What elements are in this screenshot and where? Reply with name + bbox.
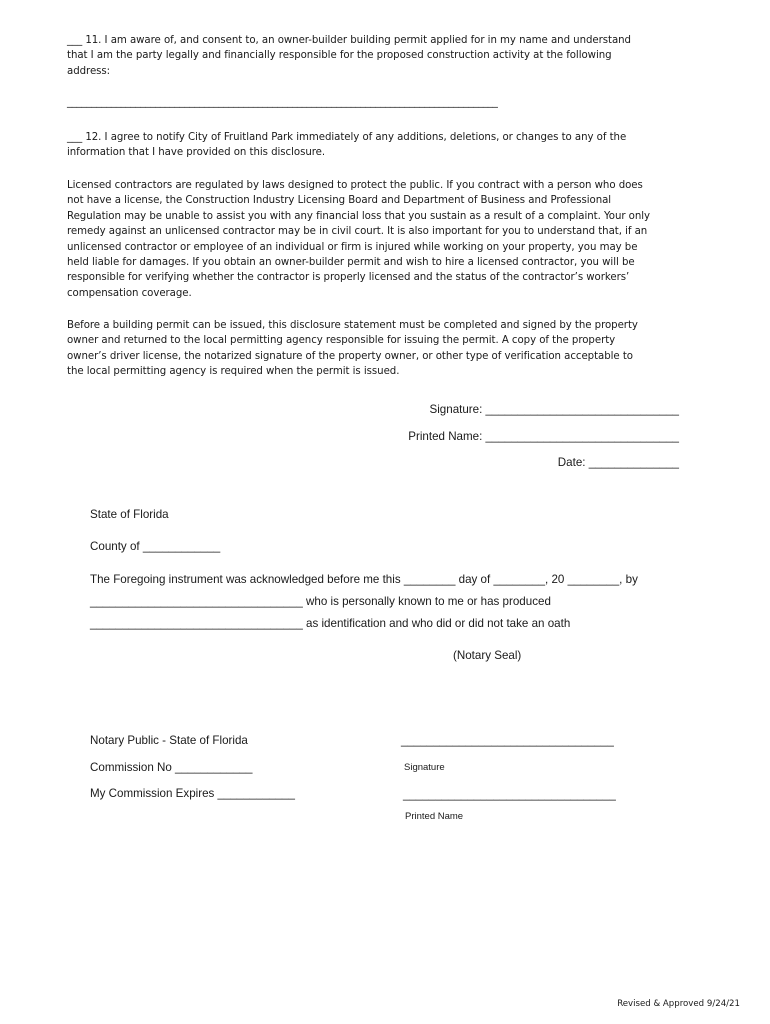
item-11-consent: ___ 11. I am aware of, and consent to, an owner-builder building permit applied for in my name and understand that I am the party legally and financially responsible for the proposed construction activity at the following address: xyxy=(67,35,631,77)
notary-signature-label: Signature xyxy=(404,762,445,773)
owner-date-line[interactable]: Date: ______________ xyxy=(557,456,679,469)
item-12-notify: ___ 12. I agree to notify City of Fruitland Park immediately of any additions, deletions, or changes to any of the information that I have provided on this disclosure. xyxy=(67,132,627,159)
notary-county[interactable]: County of ____________ xyxy=(90,540,221,553)
notary-known-line[interactable]: _________________________________ who is personally known to me or has produced xyxy=(90,595,551,608)
licensed-contractors-paragraph: Licensed contractors are regulated by laws designed to protect the public. If you contract with a person who does not have a license, the Construction Industry Licensing Board and Department of Business and Professional Regulation may be unable to assist you with any financial loss that you sustain as a result of a complaint. Your only remedy against an unlicensed contractor may be in civil court. It is also important for you to understand that, if an unlicensed contractor or employee of an individual or firm is injured while working on your property, you may be held liable for damages. If you obtain an owner-builder permit and wish to hire a licensed contractor, you will be responsible for verifying whether the contractor is properly licensed and the status of the contractor’s workers’ compensation coverage. xyxy=(67,180,651,299)
notary-identification-line[interactable]: _________________________________ as identification and who did or did not take an oath xyxy=(90,617,571,630)
notary-seal-label: (Notary Seal) xyxy=(453,649,522,662)
permit-requirements-paragraph: Before a building permit can be issued, this disclosure statement must be completed and signed by the property owner and returned to the local permitting agency responsible for issuing the permit. A copy of the property owner’s driver license, the notarized signature of the property owner, or other type of verification acceptable to the local permitting agency is required when the permit is issued. xyxy=(67,320,638,378)
address-blank-line[interactable]: ________________________________________________________________________________________ xyxy=(67,97,498,108)
notary-printed-name-line[interactable]: _________________________________ xyxy=(403,788,616,801)
owner-signature-line[interactable]: Signature: ______________________________ xyxy=(429,403,679,416)
revision-footer: Revised & Approved 9/24/21 xyxy=(617,999,740,1009)
notary-signature-line[interactable]: _________________________________ xyxy=(401,734,614,747)
notary-public-label: Notary Public - State of Florida xyxy=(90,734,248,747)
notary-foregoing-line[interactable]: The Foregoing instrument was acknowledged before me this ________ day of ________, 20 ________, by xyxy=(90,573,638,586)
commission-expires-line[interactable]: My Commission Expires ____________ xyxy=(90,787,295,800)
notary-printed-name-label: Printed Name xyxy=(405,811,464,822)
commission-number-line[interactable]: Commission No ____________ xyxy=(90,761,253,774)
notary-state: State of Florida xyxy=(90,508,169,521)
owner-printed-name-line[interactable]: Printed Name: ______________________________ xyxy=(408,430,679,443)
